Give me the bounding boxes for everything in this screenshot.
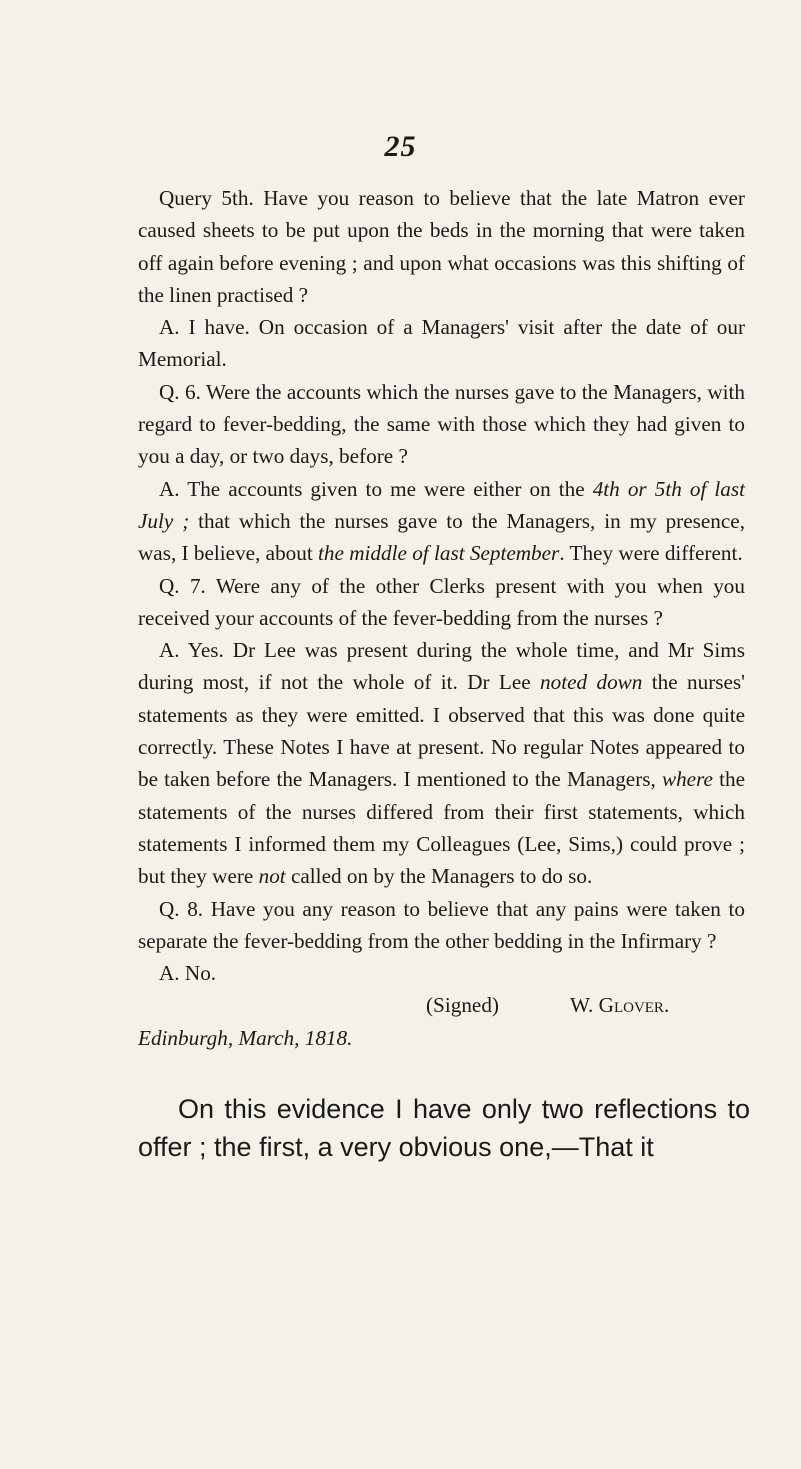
query-8: Q. 8. Have you any reason to believe that any pains were taken to separate the fever-bedding from the other bedding in the Infirmary ? (138, 896, 745, 953)
closing-paragraph (138, 1090, 750, 1166)
answer-7-italic-3: not (258, 864, 286, 889)
closing-text: On this evidence I have only two reflections to offer ; the first, a very obvious one,—That it (138, 1094, 750, 1162)
signatory-name: W. Glover. (570, 993, 670, 1018)
place-date: Edinburgh, March, 1818. (138, 1025, 353, 1050)
signature-line (138, 989, 745, 1021)
answer-5: A. I have. On occasion of a Managers' visit after the date of our Memorial. (138, 315, 745, 372)
answer-6-italic-2: the middle of last September (318, 541, 560, 566)
answer-7-text-2: the nurses' statements as they were emitted. I observed that this was done quite correctly. These Notes I have at present. No regular Notes appeared to be taken before the Managers. I mentioned to the Managers, (138, 670, 745, 792)
answer-7-italic-1: noted down (540, 670, 643, 695)
answer-6-italic-1: 4th or 5th of last July ; (138, 476, 745, 533)
page-number: 25 (384, 130, 417, 163)
answer-7 (138, 634, 745, 892)
query-6: Q. 6. Were the accounts which the nurses gave to the Managers, with regard to fever-bedding, the same with those which they had given to you a day, or two days, before ? (138, 379, 745, 469)
query-7: Q. 7. Were any of the other Clerks present with you when you received your accounts of the fever-bedding from the nurses ? (138, 573, 745, 630)
answer-6 (138, 473, 745, 570)
answer-7-text-4: called on by the Managers to do so. (285, 864, 593, 889)
answer-6-text-1: A. The accounts given to me were either on the (159, 476, 593, 501)
answer-7-italic-2: where (661, 767, 713, 792)
answer-6-text-3: . They were different. (559, 541, 743, 566)
answer-7-text-3: the statements of the nurses differed from their first statements, which statements I informed them my Colleagues (Lee, Sims,) could prove ; but they were (138, 767, 745, 889)
answer-7-text-1: A. Yes. Dr Lee was present during the whole time, and Mr Sims during most, if not the whole of it. Dr Lee (138, 638, 745, 695)
answer-6-text-2: that which the nurses gave to the Managers, in my presence, was, I believe, about (138, 508, 745, 566)
testimony-body (138, 182, 745, 1054)
query-5: Query 5th. Have you reason to believe that the late Matron ever caused sheets to be put upon the beds in the morning that were taken off again before evening ; and upon what occasions was this shifting of the linen practised ? (138, 186, 745, 307)
signed-label: (Signed) (426, 993, 499, 1018)
answer-8: A. No. (159, 961, 217, 986)
